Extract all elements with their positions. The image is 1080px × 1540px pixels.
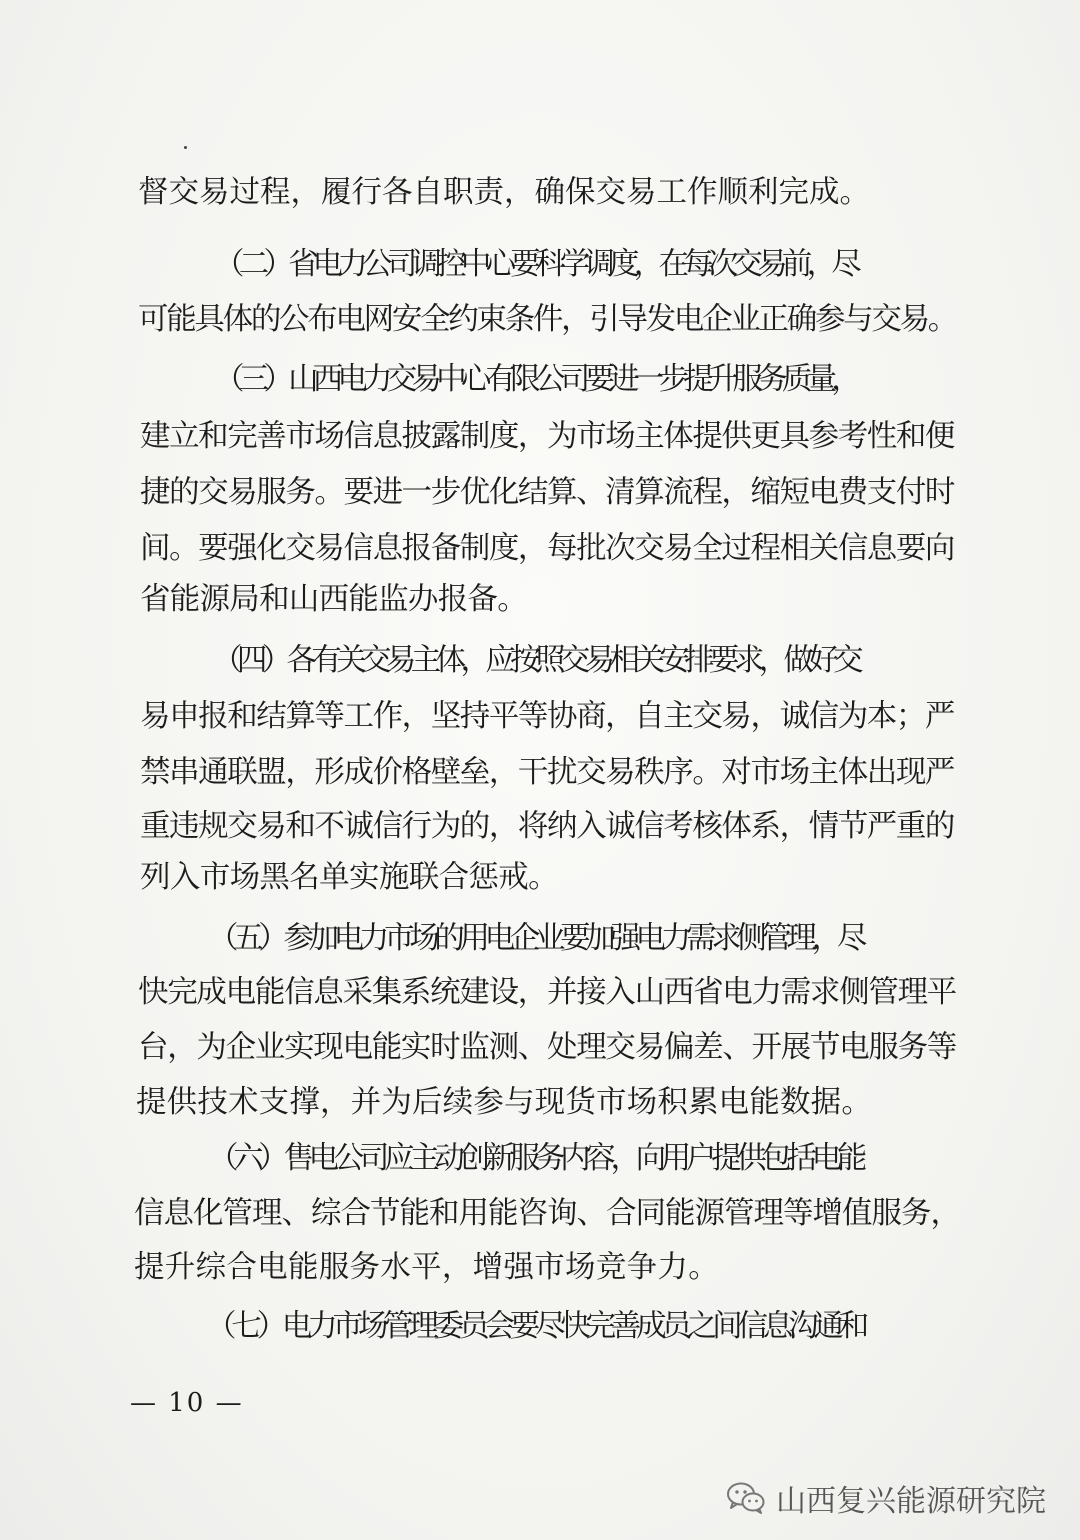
text-line: （六）售电公司应主动创新服务内容，向用户提供包括电能 [208,1141,862,1176]
watermark [726,1478,1046,1518]
text-line: 提升综合电能服务水平，增强市场竞争力。 [134,1250,719,1285]
text-line: （二）省电力公司调控中心要科学调度，在每次交易前，尽 [214,247,856,282]
scan-speck [184,146,187,149]
text-line: （三）山西电力交易中心有限公司要进一步提升服务质量， [214,362,856,397]
watermark-text: 山西复兴能源研究院 [776,1484,1046,1519]
text-line: 省能源局和山西能监办报备。 [140,582,527,617]
text-line: 快完成电能信息采集系统建设，并接入山西省电力需求侧管理平 [138,975,956,1010]
text-line: 可能具体的公布电网安全约束条件，引导发电企业正确参与交易。 [138,302,956,337]
text-line: 台，为企业实现电能实时监测、处理交易偏差、开展节电服务等 [138,1030,956,1065]
text-line: 重违规交易和不诚信行为的，将纳入诚信考核体系，情节严重的 [140,809,954,844]
text-line: 督交易过程，履行各自职责，确保交易工作顺利完成。 [138,175,870,210]
text-line: 列入市场黑名单实施联合惩戒。 [140,860,558,895]
text-line: （四）各有关交易主体，应按照交易相关安排要求，做好交 [212,643,858,678]
text-line: （五）参加电力市场的用电企业要加强电力需求侧管理，尽 [208,921,862,956]
text-line: 捷的交易服务。要进一步优化结算、清算流程，缩短电费支付时 [140,475,954,510]
text-line: 提供技术支撑，并为后续参与现货市场积累电能数据。 [136,1085,872,1120]
text-line: （七）电力市场管理委员会要尽快完善成员之间信息沟通和 [206,1309,864,1344]
wechat-icon [726,1481,766,1515]
text-line: 建立和完善市场信息披露制度，为市场主体提供更具参考性和便 [140,419,954,454]
text-line: 间。要强化交易信息报备制度，每批次交易全过程相关信息要向 [140,531,954,566]
text-line: 禁串通联盟，形成价格壁垒，干扰交易秩序。对市场主体出现严 [140,755,954,790]
text-line: 信息化管理、综合节能和用能咨询、合同能源管理等增值服务， [134,1196,960,1231]
text-line: 易申报和结算等工作，坚持平等协商，自主交易，诚信为本；严 [140,699,954,734]
page-number: — 10 — [130,1388,244,1418]
